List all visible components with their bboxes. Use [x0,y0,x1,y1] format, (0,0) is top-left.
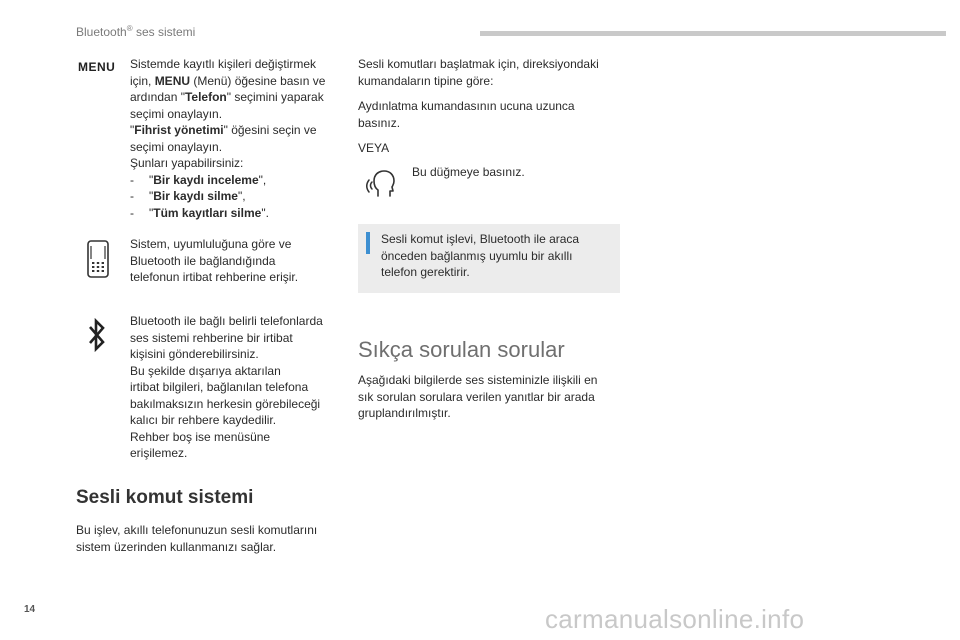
list-item: - "Tüm kayıtları silme". [130,205,269,220]
phonebook-paragraph: Sistem, uyumluluğuna göre ve Bluetooth ile bağlandığında telefonun irtibat rehberine erişir. [130,237,299,284]
running-header: Bluetooth® ses sistemi [76,24,196,39]
voice-intro-paragraph: Sesli komutları başlatmak için, direksiyondaki kumandaların tipine göre: [358,57,599,88]
lighting-paragraph: Aydınlatma kumandasının ucuna uzunca basınız. [358,99,575,130]
menu-paragraph: Sistemde kayıtlı kişileri değiştirmek için, MENU (Menü) öğesine basın ve ardından "Telefon" seçimini yaparak seçimi onaylayın. "Fihrist yönetimi" öğesini seçin ve seçimi onaylayın. Şunları yapabilirsiniz: - "Bir kaydı inceleme", - "Bir kaydı silme", - "Tüm kayıtları silme". [130,56,340,221]
header-rule [480,31,946,36]
watermark: carmanualsonline.info [545,604,805,634]
bluetooth-paragraph: Bluetooth ile bağlı belirli telefonlarda ses sistemi rehberine bir irtibat kişisini gönderebilirsiniz. Bu şekilde dışarıya aktarılan irtibat bilgileri, bağlanılan telefona bakılmaksızın herkesin görebileceği kalıcı bir rehbere kaydedilir. Rehber boş ise menüsüne erişilemez. [130,314,323,460]
info-icon [366,232,370,254]
or-label: VEYA [358,141,390,155]
voice-command-button-icon [366,168,400,200]
voice-paragraph: Bu işlev, akıllı telefonunuzun sesli komutlarını sistem üzerinden kullanmanızı sağlar. [76,523,318,554]
list-item: - "Bir kaydı inceleme", [130,172,267,187]
faq-paragraph: Aşağıdaki bilgilerde ses sisteminizle ilişkili en sık sorulan sorulara verilen yanıtlar bir arada gruplandırılmıştır. [358,373,598,420]
mobile-phone-icon [86,240,110,278]
button-paragraph: Bu düğmeye basınız. [412,165,525,179]
info-note-text: Sesli komut işlevi, Bluetooth ile araca önceden bağlanmış uyumlu bir akıllı telefon gerektirir. [381,232,580,279]
page-number: 14 [24,604,36,615]
bluetooth-icon [88,318,106,352]
section-title-faq: Sıkça sorulan sorular [358,337,565,362]
list-item: - "Bir kaydı silme", [130,189,246,203]
section-title-voice: Sesli komut sistemi [76,487,254,508]
menu-icon: MENU [78,60,116,74]
